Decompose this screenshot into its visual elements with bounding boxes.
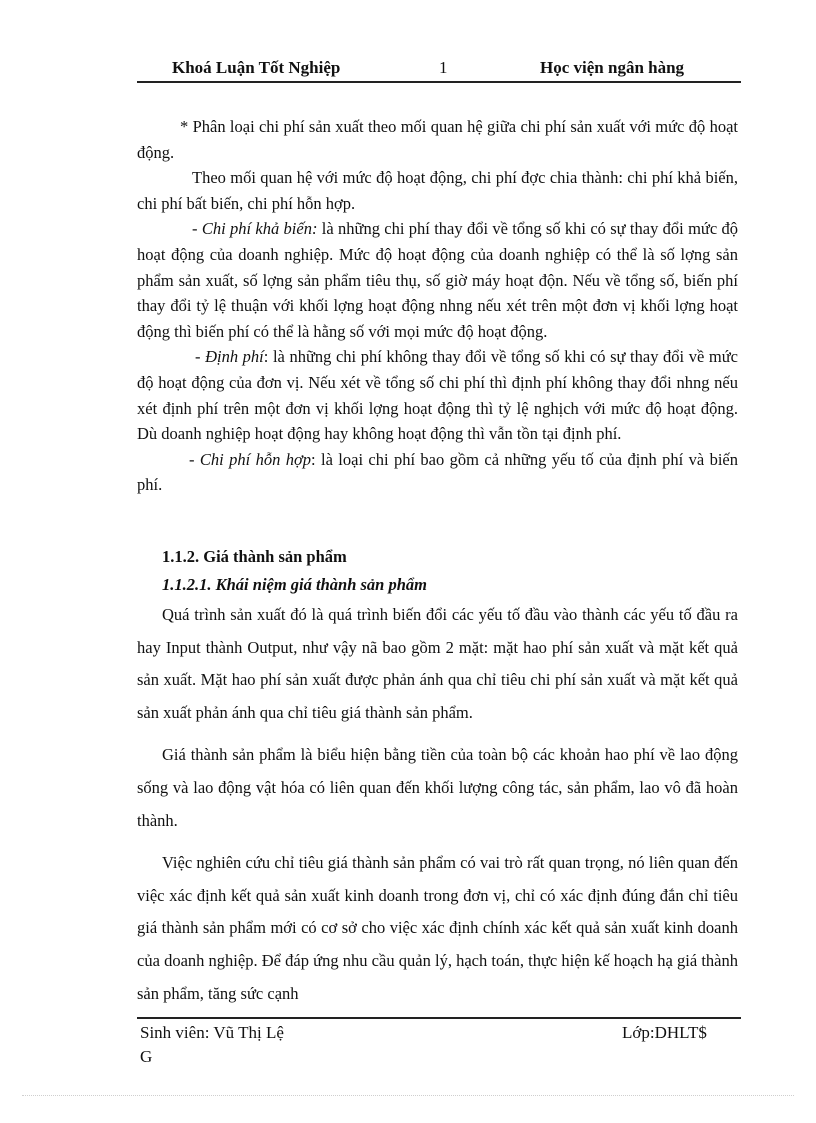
fixed-cost-text: : là những chi phí không thay đổi về tổng số khi có sự thay đổi về mức độ hoạt động của đơn vị. Nếu xét về tổng số chi phí thì định phí không thay đổi nhng nếu xét định phí trên một đơn vị khối lợng hoạt động thì tỷ lệ nghịch với mức độ hoạt động. Dù doanh nghiệp hoạt động hay không hoạt động thì vẫn tồn tại định phí. bbox=[137, 347, 738, 444]
header-page-number: 1 bbox=[439, 58, 448, 77]
section-heading: 1.1.2. Giá thành sản phẩm bbox=[162, 547, 347, 566]
paragraph-product-cost-importance: Việc nghiên cứu chỉ tiêu giá thành sản phẩm có vai trò rất quan trọng, nó liên quan đến việc xác định kết quả sản xuất kinh doanh trong đơn vị, chỉ có xác định đúng đắn chỉ tiêu giá thành sản phẩm mới có cơ sở cho việc xác định chính xác kết quả sản xuất kinh doanh của doanh nghiệp. Để đáp ứng nhu cầu quản lý, hạch toán, thực hiện kế hoạch hạ giá thành sản phẩm, tăng sức cạnh bbox=[137, 853, 738, 1003]
term-mixed-cost: - Chi phí hỗn hợp bbox=[189, 449, 312, 469]
footer-student-name-wrap: G bbox=[140, 1047, 153, 1066]
paragraph-product-cost-definition: Giá thành sản phẩm là biểu hiện bằng tiền của toàn bộ các khoản hao phí về lao động sống và lao động vật hóa có liên quan đến khối lượng công tác, sản phẩm, lao vô đã hoàn thành. bbox=[137, 745, 738, 830]
paragraph-variable-cost bbox=[137, 216, 738, 344]
header-institution: Học viện ngân hàng bbox=[540, 58, 685, 77]
term-fixed-cost: - Định phí bbox=[195, 347, 264, 367]
header-thesis-title: Khoá Luận Tốt Nghiệp bbox=[172, 58, 341, 77]
term-variable-cost: - Chi phí khả biến: bbox=[192, 219, 318, 239]
footer-class: Lớp:DHLT$ bbox=[622, 1023, 707, 1042]
body-section-cost-classification bbox=[137, 114, 738, 498]
paragraph-production-process: Quá trình sản xuất đó là quá trình biến đổi các yếu tố đầu vào thành các yếu tố đầu ra hay Input thành Output, như vậy nã bao gồm 2 mặt: mặt hao phí sản xuất và mặt kết quả sản xuất. Mặt hao phí sản xuất được phản ánh qua chỉ tiêu chi phí sản xuất và mặt kết quả sản xuất phản ánh qua chỉ tiêu giá thành sản phẩm. bbox=[137, 605, 738, 722]
page-header bbox=[137, 58, 741, 80]
footer-rule bbox=[137, 1017, 741, 1019]
page-bottom-dotted-line bbox=[22, 1095, 794, 1096]
paragraph-mixed-cost bbox=[137, 447, 738, 498]
paragraph-classification-types: Theo mối quan hệ với mức độ hoạt động, chi phí đợc chia thành: chi phí khả biến, chi phí bất biến, chi phí hỗn hợp. bbox=[137, 168, 738, 213]
footer-student-name: Sinh viên: Vũ Thị Lệ bbox=[140, 1023, 284, 1042]
mixed-cost-text: : là loại chi phí bao gồm cả những yếu tố của định phí và biến phí. bbox=[137, 449, 738, 495]
subsection-heading: 1.1.2.1. Khái niệm giá thành sản phẩm bbox=[162, 575, 427, 594]
body-section-product-cost bbox=[137, 543, 738, 1010]
paragraph-classification-intro: * Phân loại chi phí sản xuất theo mối quan hệ giữa chi phí sản xuất với mức độ hoạt động. bbox=[137, 117, 738, 162]
header-rule bbox=[137, 81, 741, 83]
variable-cost-text: là những chi phí thay đổi về tổng số khi có sự thay đổi mức độ hoạt động của doanh nghiệp. Mức độ hoạt động của doanh nghiệp có thể là số lợng sản phẩm sản xuất, số lợng sản phẩm tiêu thụ, số giờ máy hoạt độn. Nếu về tổng số, biến phí thay đổi tỷ lệ thuận với khối lợng hoạt động nhng nếu xét trên một đơn vị khối lợng hoạt động thì biến phí có thể là hằng số với mọi mức độ hoạt động. bbox=[137, 219, 738, 341]
paragraph-fixed-cost bbox=[137, 344, 738, 446]
